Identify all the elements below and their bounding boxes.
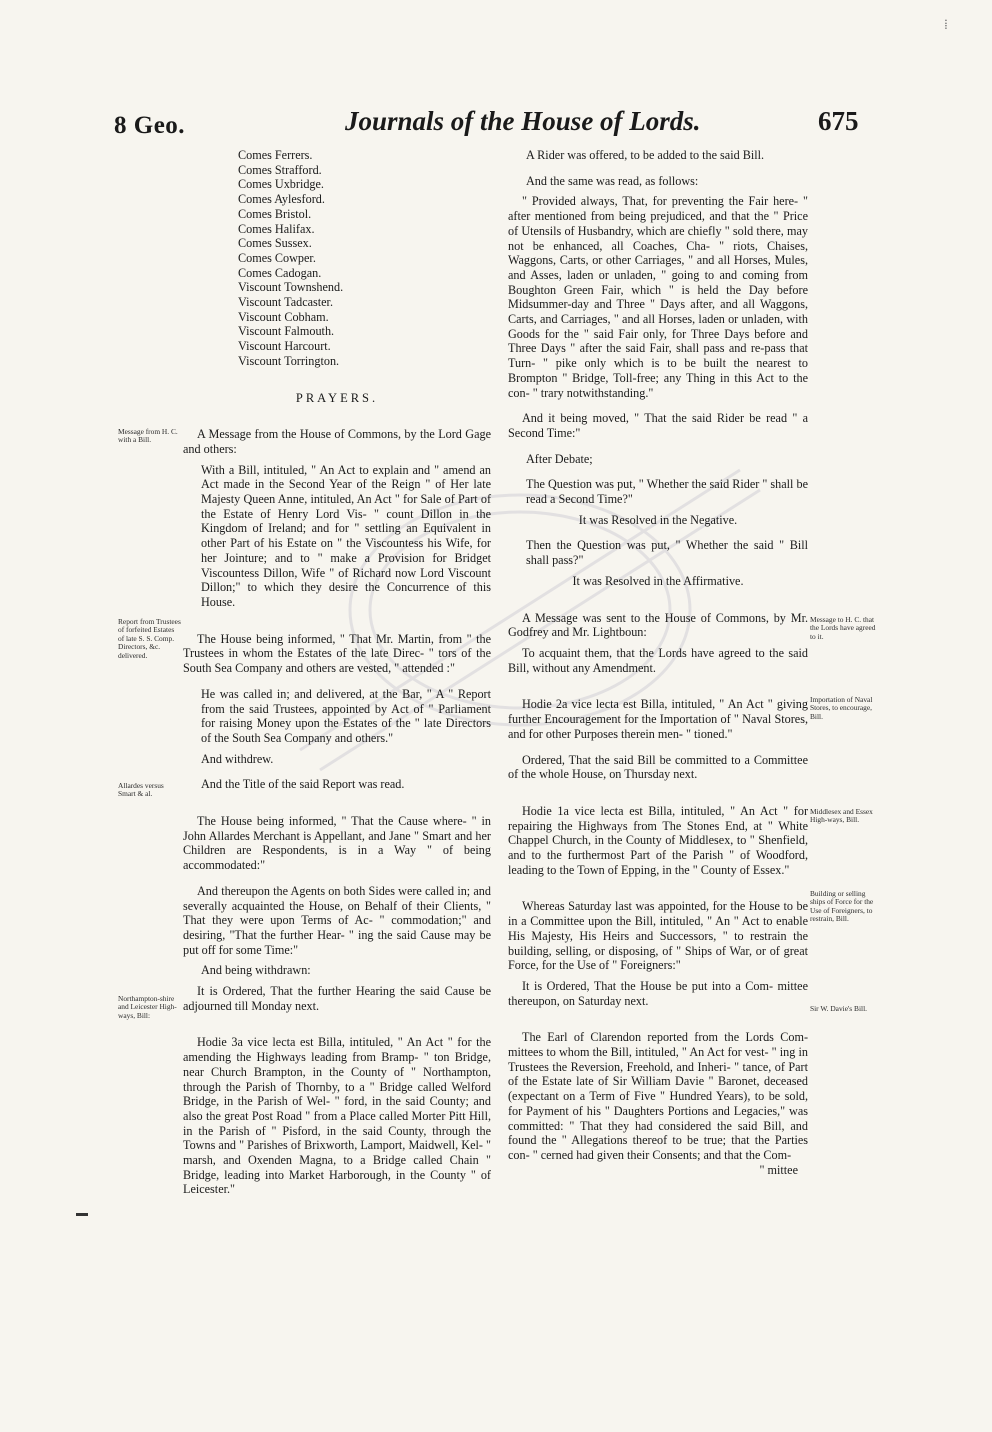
same-read: And the same was read, as follows:	[526, 173, 699, 188]
whereas-paragraph: Whereas Saturday last was appointed, for the House to be in a Committee upon the Bill, intituled, " An " Act to enable His Majesty, His Heirs and Successors, " to restrain the building, selling, or disposing, of " Ships of War, or of great Force, for the Use of " Foreigners:"	[508, 899, 808, 973]
withdrew-line: And withdrew.	[201, 751, 274, 766]
corner-mark: ⁞	[944, 18, 948, 33]
rider-offered: A Rider was offered, to be added to the said Bill.	[526, 148, 765, 162]
clarendon-report: The Earl of Clarendon reported from the Lords Com- mittees to whom the Bill, intituled, " An Act for vest- " ing in Trustees the Reversion, Freehold, and Inheri- " tance, of Part of the Estate late of Sir William Davie " Baronet, deceased (expectant on a Term of Five " Hundred Years), to be sold, for Payment of his " Daughters Portions and Legacies," was committed: " That they had considered the said Bill, and found the " Allegations thereof to be true; that the Parties con- " cerned had given their Consents; and that the Com-	[508, 1030, 808, 1162]
margin-note-naval-stores: Importation of Naval Stores, to encourage, Bill.	[810, 695, 873, 721]
lord-entry: Viscount Townshend.	[238, 280, 344, 295]
agents-paragraph: And thereupon the Agents on both Sides were called in; and severally acquainted the House, on Behalf of their Clients, " That they were upon Terms of Ac- " commodation;" and desiring, "That the further Hear- " ing the said Cause may be put off for some Time:"	[183, 883, 491, 957]
report-intro: The House being informed, " That Mr. Martin, from " the Trustees in whom the Estates of the late Direc- " tors of the South Sea Company and others are vested, " attended :"	[183, 631, 491, 676]
margin-note-northampton: Northampton-shire and Leicester High-ways, Bill:	[118, 994, 177, 1020]
lord-entry: Comes Strafford.	[238, 162, 322, 177]
rider-text: " Provided always, That, for preventing the Fair here- " after mentioned from being prejudiced, and that the " Price of Utensils of Husbandry, which are chiefly " sold there, may not be enhanced, all Coaches, Cha- " riots, Chaises, Waggons, Carts, or other Carriages, " and all Horses, Mules, and Asses, laden or unladen, " going to and coming from Boughton Green Fair, which " is held the Day before Midsummer-day and Three " Days after, and all Waggons, Carts, and Carriages, " and all Horses, laden or unladen, with Goods for the " said Fair only, for Three Days before and Three Days " after the said Fair, shall pass and re-pass that Turn- " pike only which is to be built the nearest to Brompton " Bridge, Toll-free; any Thing in this Act to the con- " trary notwithstanding."	[508, 194, 808, 400]
lord-entry: Comes Sussex.	[238, 236, 312, 251]
resolved-affirmative: It was Resolved in the Affirmative.	[572, 573, 744, 588]
after-debate: After Debate;	[526, 451, 593, 466]
lord-entry: Viscount Cobham.	[238, 309, 329, 324]
prayers-heading: PRAYERS.	[295, 390, 379, 405]
lord-entry: Viscount Harcourt.	[238, 339, 331, 354]
lord-entry: Comes Cadogan.	[238, 265, 322, 280]
lords-list	[183, 148, 491, 369]
lord-entry: Comes Cowper.	[238, 250, 316, 265]
catchword: " mittee	[759, 1162, 798, 1177]
hodie-first-reading: Hodie 1a vice lecta est Billa, intituled, " An Act " for repairing the Highways from The Stones End, at " White Chappel Church, in the County of Middlesex, to " Shenfield, and to the furthermost Part of the Parish " of Woodford, leading to the Town of Epping, in the " County of Essex."	[508, 803, 808, 877]
message-body: With a Bill, intituled, " An Act to explain and " amend an Act made in the Second Year of the Reign " of Her late Majesty Queen Anne, intituled, An Act " for Sale of Part of the Estate of Henry Lord Vis- " count Dillon in the Kingdom of Ireland; and for " settling an Equivalent in other Part of his Estate on " the Viscountess his Wife, for her Jointure; and to " make a Provision for Bridget Viscountess Dillon, Wife " of Richard now Lord Viscount Dillon;" to which they desire the Concurrence of this House.	[201, 462, 491, 609]
hodie-second-reading: Hodie 2a vice lecta est Billa, intituled, " An Act " giving further Encouragement for the Importation of " Naval Stores, and for other Purposes therein men- " tioned."	[508, 697, 808, 741]
header-regnal-year: 8 Geo.	[114, 112, 186, 139]
report-delivered: He was called in; and delivered, at the Bar, " A " Report from the said Trustees, appointed by Act of " Parliament for raising Money upon the Estates of the " late Directors of the South Sea Company and others."	[201, 686, 491, 745]
margin-note-middlesex: Middlesex and Essex High-ways, Bill.	[810, 807, 873, 825]
margin-note-allardes: Allardes versus Smart & al.	[118, 781, 164, 799]
question-two: Then the Question was put, " Whether the said " Bill shall pass?"	[526, 538, 808, 568]
lord-entry: Comes Ferrers.	[238, 148, 313, 162]
lord-entry: Viscount Tadcaster.	[238, 295, 333, 310]
question-one: The Question was put, " Whether the said Rider " shall be read a Second Time?"	[526, 477, 808, 507]
left-column	[183, 148, 491, 1197]
allardes-intro: The House being informed, " That the Cause where- " in John Allardes Merchant is Appellant, and Jane " Smart and her Children are Respondents, is in a Way " of being accommodated:"	[183, 814, 491, 873]
margin-note-davie: Sir W. Davie's Bill.	[810, 1004, 867, 1013]
ink-smudge	[76, 1213, 88, 1216]
ordered-committee: It is Ordered, That the House be put into a Com- mittee thereupon, on Saturday next.	[508, 978, 808, 1008]
acquaint-paragraph: To acquaint them, that the Lords have agreed to the said Bill, without any Amendment.	[508, 645, 808, 675]
margin-note-message: Message from H. C. with a Bill.	[118, 427, 178, 445]
header-page-number: 675	[818, 106, 859, 136]
message-sent: A Message was sent to the House of Commons, by Mr. Godfrey and Mr. Lightboun:	[508, 610, 808, 640]
moved-paragraph: And it being moved, " That the said Rider be read " a Second Time:"	[508, 411, 808, 440]
lord-entry: Viscount Torrington.	[238, 353, 340, 368]
lord-entry: Comes Bristol.	[238, 206, 312, 221]
margin-note-message-to-hc: Message to H. C. that the Lords have agreed to it.	[810, 615, 876, 641]
margin-note-report: Report from Trustees of forfeited Estates of late S. S. Comp. Directors, &c. delivered.	[118, 617, 181, 660]
header-title: Journals of the House of Lords.	[345, 106, 701, 136]
resolved-negative: It was Resolved in the Negative.	[578, 512, 738, 527]
lord-entry: Comes Uxbridge.	[238, 177, 324, 192]
hodie-third-reading: Hodie 3a vice lecta est Billa, intituled, " An Act " for the amending the Highways leading from Bramp- " ton Bridge, near Church Brampton, in the County of " Northampton, through the Parish of Thornby, to a " Bridge called Welford Bridge, in the Parish of Wel- " ford, in the said County; and also the great Post Road " from a Place called Morter Pitt Hill, in the Parish of " Pisford, in the said County, through the Towns and " Parishes of Brixworth, Lamport, Maidwell, Kel- " marsh, and Oxenden Magna, to a Bridge called Chain " Bridge, leading into Market Harborough, in the County " of Leicester."	[183, 1035, 491, 1197]
margin-note-building-ships: Building or selling ships of Force for the Use of Foreigners, to restrain, Bill.	[810, 889, 874, 924]
lord-entry: Comes Aylesford.	[238, 192, 325, 207]
ordered-adjourn: It is Ordered, That the further Hearing the said Cause be adjourned till Monday next.	[183, 984, 491, 1013]
ordered-committed: Ordered, That the said Bill be committed to a Committee of the whole House, on Thursday next.	[508, 752, 808, 782]
title-read-line: And the Title of the said Report was read.	[201, 777, 405, 792]
message-intro: A Message from the House of Commons, by the Lord Gage and others:	[183, 427, 491, 456]
right-column	[508, 148, 808, 1177]
being-withdrawn-line: And being withdrawn:	[201, 963, 311, 978]
lord-entry: Viscount Falmouth.	[238, 324, 335, 339]
lord-entry: Comes Halifax.	[238, 221, 315, 236]
